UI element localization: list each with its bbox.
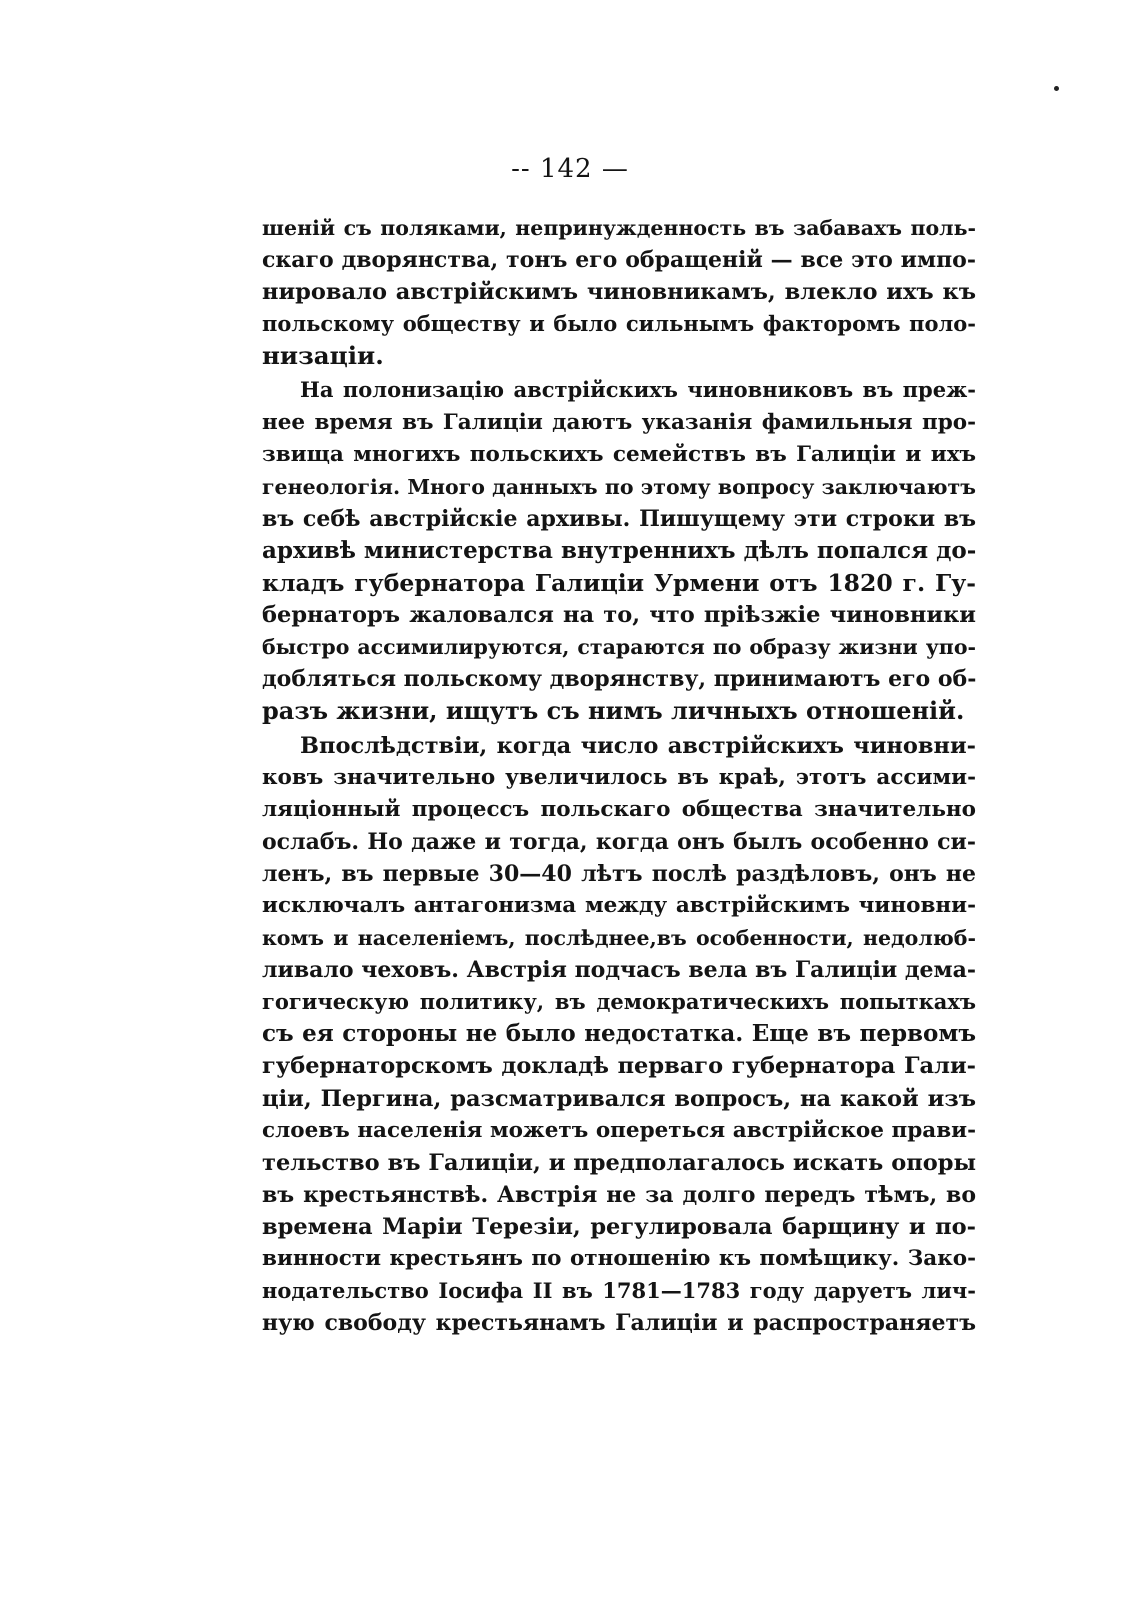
text-line: добляться польскому дворянству, принимаютъ его об- [262, 666, 977, 693]
text-line: скаго дворянства, тонъ его обращеній — все это импо- [262, 247, 976, 274]
text-line: ослабъ. Но даже и тогда, когда онъ былъ особенно си- [262, 828, 976, 855]
paragraph [262, 374, 976, 727]
text-line: ленъ, въ первые 30—40 лѣтъ послѣ раздѣловъ, онъ не [262, 860, 976, 887]
paragraph [262, 212, 976, 372]
text-line: нее время въ Галиціи даютъ указанія фамильныя про- [262, 409, 976, 435]
text-line: ливало чеховъ. Австрія подчасъ вела въ Галиціи дема- [262, 957, 976, 984]
text-line: комъ и населеніемъ, послѣднее,въ особенности, недолюб- [262, 926, 976, 951]
body-text [262, 212, 976, 1339]
text-line: съ ея стороны не было недостатка. Еще въ первомъ [262, 1020, 976, 1048]
text-line: шеній съ поляками, непринужденность въ забавахъ поль- [262, 216, 976, 240]
text-line: ціи, Пергина, разсматривался вопросъ, на какой изъ [262, 1085, 976, 1112]
text-line: времена Маріи Терезіи, регулировала барщину и по- [262, 1213, 976, 1240]
text-line: въ себѣ австрійскіе архивы. Пишущему эти строки въ [262, 505, 976, 532]
scan-speck [1054, 86, 1059, 91]
text-line: Впослѣдствіи, когда число австрійскихъ чиновни- [300, 732, 976, 759]
text-line: архивѣ министерства внутреннихъ дѣлъ попался до- [262, 536, 977, 564]
text-line: На полонизацію австрійскихъ чиновниковъ въ преж- [300, 377, 976, 403]
text-line: разъ жизни, ищутъ съ нимъ личныхъ отношеній. [262, 696, 965, 726]
text-line: низаціи. [262, 341, 384, 371]
text-line: слоевъ населенія можетъ опереться австрійское прави- [262, 1117, 976, 1143]
text-line: ляціонный процессъ польскаго общества значительно [262, 796, 976, 822]
text-line: исключалъ антагонизма между австрійскимъ чиновни- [262, 892, 976, 918]
text-line: бернаторъ жаловался на то, что пріѣзжіе чиновники [262, 602, 976, 629]
page-number: -- 142 — [511, 154, 629, 184]
text-line: винности крестьянъ по отношенію къ помѣщику. Зако- [262, 1246, 976, 1271]
text-line: ную свободу крестьянамъ Галиціи и распространяетъ [262, 1310, 976, 1337]
paragraph [262, 730, 976, 1340]
text-line: тельство въ Галиціи, и предполагалось искать опоры [262, 1149, 976, 1176]
text-line: генеологія. Много данныхъ по этому вопросу заключаютъ [262, 474, 976, 499]
text-line: быстро ассимилируются, стараются по образу жизни упо- [262, 635, 976, 660]
text-line: польскому обществу и было сильнымъ факторомъ поло- [262, 311, 976, 337]
text-line: въ крестьянствѣ. Австрія не за долго передъ тѣмъ, во [262, 1181, 976, 1208]
text-line: нировало австрійскимъ чиновникамъ, влекло ихъ къ [262, 279, 976, 306]
text-line: ковъ значительно увеличилось въ краѣ, этотъ ассими- [262, 764, 976, 790]
text-line: звища многихъ польскихъ семействъ въ Галиціи и ихъ [262, 441, 976, 467]
text-line: губернаторскомъ докладѣ перваго губернатора Гали- [262, 1053, 976, 1080]
text-line: нодательство Іосифа II въ 1781—1783 году даруетъ лич- [262, 1278, 976, 1304]
text-line: гогическую политику, въ демократическихъ попыткахъ [262, 989, 976, 1015]
text-line: кладъ губернатора Галиціи Урмени отъ 1820 г. Гу- [262, 569, 976, 598]
